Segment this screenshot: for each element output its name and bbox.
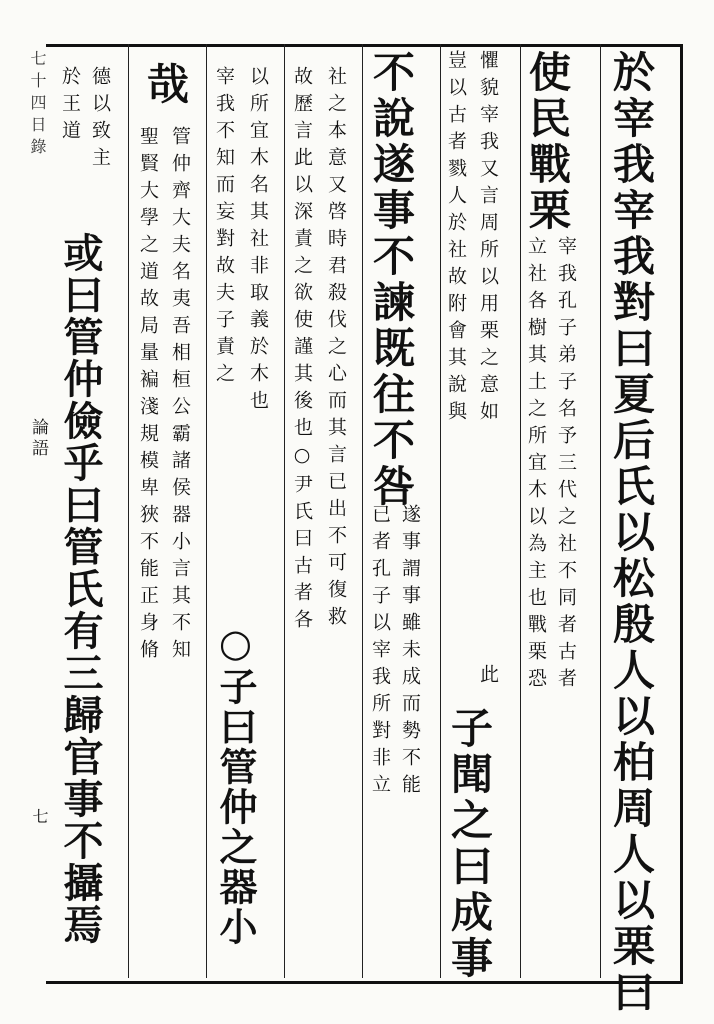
commentary-left: 立社各樹其土之所宜木以為主也戰栗恐	[525, 236, 547, 695]
main-text: 哉	[141, 62, 190, 108]
text-column-1: 於宰我宰我對曰夏后氏以松殷人以柏周人以栗曰	[607, 50, 656, 1016]
commentary-left: 宰我不知而妄對故夫子責之	[213, 66, 235, 390]
commentary-right: 管仲齊大夫名夷吾相桓公霸諸侯器小言其不知	[169, 126, 191, 666]
main-text: 或曰管仲儉乎曰管氏有三歸官事不攝焉	[57, 232, 104, 946]
column-rule	[284, 44, 285, 978]
column-rule	[128, 44, 129, 978]
commentary-right: 以所宜木名其社非取義於木也	[247, 66, 269, 417]
commentary-right: 遂事謂事雖未成而勢不能	[399, 504, 421, 801]
column-rule	[362, 44, 363, 978]
commentary-right: 懼貌宰我又言周所以用栗之意如	[477, 50, 499, 428]
commentary-left: 於王道	[59, 66, 81, 147]
book-title: 論語	[28, 418, 48, 460]
page-margin	[0, 0, 49, 1024]
page-number: 七	[30, 808, 49, 824]
commentary-tail: 此	[477, 664, 499, 691]
commentary-left: 已者孔子以宰我所對非立	[369, 504, 391, 801]
commentary-left: 豈以古者戮人於社故附會其說與	[445, 50, 467, 428]
main-text: ○子曰管仲之器小	[213, 620, 258, 947]
column-rule	[600, 44, 601, 978]
column-rule	[206, 44, 207, 978]
main-text: 使民戰栗	[523, 50, 572, 234]
column-rule	[440, 44, 441, 978]
main-text: 不說遂事不諫既往不咎	[367, 50, 416, 510]
running-head: 七十四日錄	[28, 50, 47, 160]
column-rule	[520, 44, 521, 978]
main-text: 子聞之曰成事	[445, 706, 494, 982]
commentary-right: 德以致主	[89, 66, 111, 174]
commentary-right: 宰我孔子弟子名予三代之社不同者古者	[555, 236, 577, 695]
commentary-left: 故歷言此以深責之欲使謹其後也○尹氏曰古者各	[291, 66, 313, 636]
commentary-left: 聖賢大學之道故局量褊淺規模卑狹不能正身脩	[137, 126, 159, 666]
commentary-right: 社之本意又啓時君殺伐之心而其言已出不可復救	[325, 66, 347, 633]
